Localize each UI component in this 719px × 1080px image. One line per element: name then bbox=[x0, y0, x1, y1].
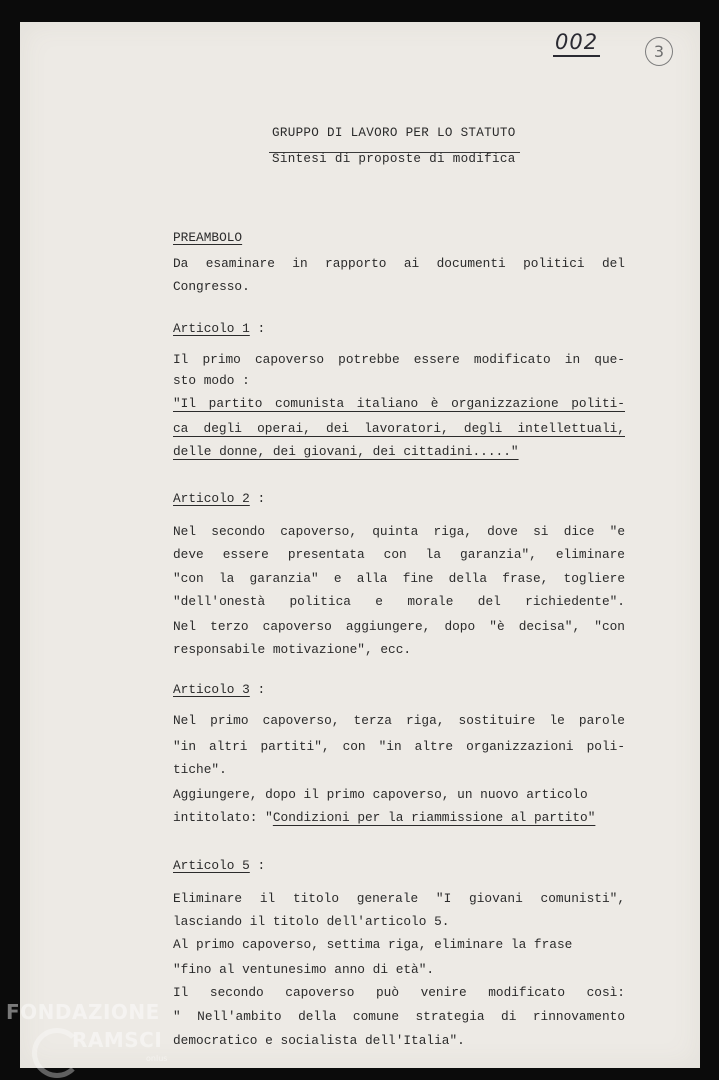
document-title: GRUPPO DI LAVORO PER LO STATUTO bbox=[272, 126, 516, 140]
text-line: Il primo capoverso potrebbe essere modificato in que- bbox=[173, 352, 625, 367]
text-line: lasciando il titolo dell'articolo 5. bbox=[173, 914, 450, 929]
text-line: intitolato: "Condizioni per la riammissione al partito" bbox=[173, 810, 596, 825]
text-line: Nel terzo capoverso aggiungere, dopo "è decisa", "con bbox=[173, 619, 625, 634]
text-line: democratico e socialista dell'Italia". bbox=[173, 1033, 465, 1048]
page-number-mark: 3 bbox=[645, 37, 673, 66]
text-line: Congresso. bbox=[173, 279, 250, 294]
text-line: Nel secondo capoverso, quinta riga, dove si dice "e bbox=[173, 524, 625, 539]
text-line: "fino al ventunesimo anno di età". bbox=[173, 962, 435, 977]
text-line: tiche". bbox=[173, 762, 227, 777]
section-heading-articolo-1: Articolo 1 : bbox=[173, 321, 266, 336]
watermark-line-1: FONDAZIONE bbox=[6, 1000, 160, 1024]
text-line: Aggiungere, dopo il primo capoverso, un nuovo articolo bbox=[173, 787, 588, 802]
text-line: "in altri partiti", con "in altre organizzazioni poli- bbox=[173, 739, 625, 754]
text-line: " Nell'ambito della comune strategia di rinnovamento bbox=[173, 1009, 625, 1024]
quoted-text-line: ca degli operai, dei lavoratori, degli intellettuali, bbox=[173, 421, 625, 436]
watermark-line-3: onlus bbox=[146, 1054, 168, 1063]
text-line: Da esaminare in rapporto ai documenti politici del bbox=[173, 256, 625, 271]
document-page bbox=[20, 22, 700, 1068]
archive-number: 002 bbox=[553, 30, 600, 57]
text-line: Nel primo capoverso, terza riga, sostituire le parole bbox=[173, 713, 625, 728]
quoted-text-line: delle donne, dei giovani, dei cittadini....." bbox=[173, 444, 519, 459]
text-line: Il secondo capoverso può venire modificato così: bbox=[173, 985, 625, 1000]
watermark-line-2: RAMSCI bbox=[72, 1028, 163, 1052]
text-line: "dell'onestà politica e morale del richiedente". bbox=[173, 594, 625, 609]
text-line: "con la garanzia" e alla fine della frase, togliere bbox=[173, 571, 625, 586]
section-heading-articolo-5: Articolo 5 : bbox=[173, 858, 266, 873]
text-line: sto modo : bbox=[173, 373, 250, 388]
document-subtitle: Sintesi di proposte di modifica bbox=[272, 152, 516, 166]
text-line: responsabile motivazione", ecc. bbox=[173, 642, 412, 657]
section-heading-articolo-2: Articolo 2 : bbox=[173, 491, 266, 506]
text-line: deve essere presentata con la garanzia", eliminare bbox=[173, 547, 625, 562]
section-heading-preambolo: PREAMBOLO bbox=[173, 230, 243, 245]
text-line: Al primo capoverso, settima riga, eliminare la frase bbox=[173, 937, 573, 952]
section-heading-articolo-3: Articolo 3 : bbox=[173, 682, 266, 697]
text-line: Eliminare il titolo generale "I giovani comunisti", bbox=[173, 891, 625, 906]
quoted-text-line: "Il partito comunista italiano è organizzazione politi- bbox=[173, 396, 625, 411]
